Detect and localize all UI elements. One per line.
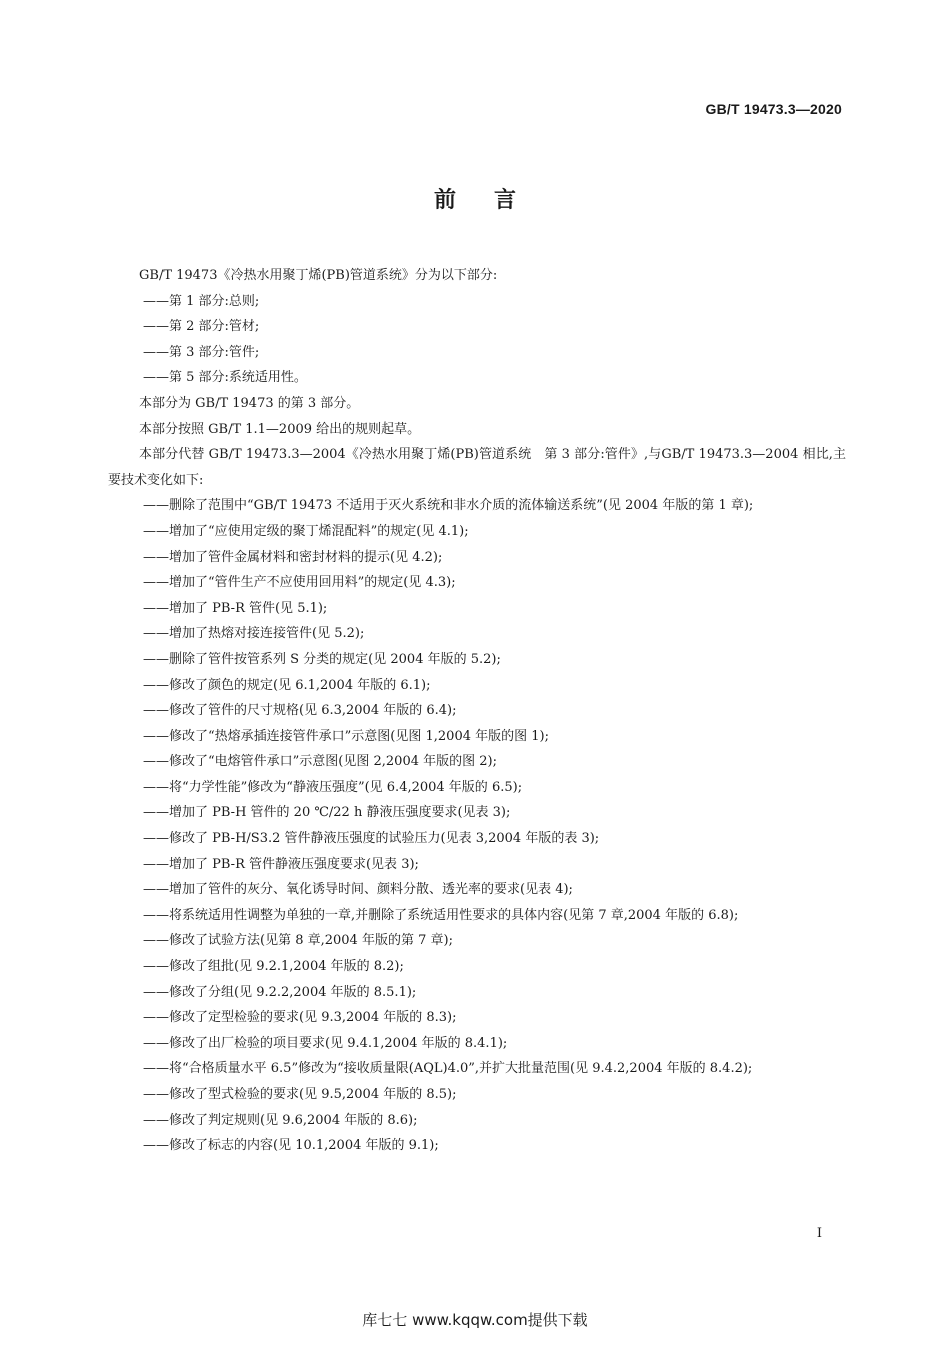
change-item: ——将“力学性能”修改为“静液压强度”(见 6.4,2004 年版的 6.5); [143,779,523,795]
change-item: ——将系统适用性调整为单独的一章,并删除了系统适用性要求的具体内容(见第 7 章,2004 年版的 6.8); [143,907,739,923]
change-item: ——增加了 PB-R 管件(见 5.1); [143,600,328,616]
list-item: ——第 2 部分:管材; [143,319,260,335]
list-item: ——第 3 部分:管件; [143,344,260,360]
list-item: ——第 5 部分:系统适用性。 [143,370,307,386]
change-item: ——增加了 PB-H 管件的 20 ℃/22 h 静液压强度要求(见表 3); [143,805,511,821]
change-item: ——修改了组批(见 9.2.1,2004 年版的 8.2); [143,959,404,975]
list-item: ——第 1 部分:总则; [143,293,260,309]
change-item: ——删除了范围中“GB/T 19473 不适用于灭火系统和非水介质的流体输送系统”(见 2004 年版的第 1 章); [143,498,754,514]
body-paragraph: 本部分为 GB/T 19473 的第 3 部分。 [139,395,360,411]
change-item: ——修改了定型检验的要求(见 9.3,2004 年版的 8.3); [143,1010,457,1026]
page-title: 前言 [433,188,554,213]
change-item: ——修改了颜色的规定(见 6.1,2004 年版的 6.1); [143,677,431,693]
change-item: ——增加了 PB-R 管件静液压强度要求(见表 3); [143,856,419,872]
standard-code: GB/T 19473.3—2020 [705,101,842,117]
change-item: ——修改了分组(见 9.2.2,2004 年版的 8.5.1); [143,984,417,1000]
change-item: ——增加了“应使用定级的聚丁烯混配料”的规定(见 4.1); [143,523,469,539]
change-item: ——修改了型式检验的要求(见 9.5,2004 年版的 8.5); [143,1087,457,1102]
change-item: ——增加了管件金属材料和密封材料的提示(见 4.2); [143,549,443,565]
download-footer: 库七七 www.kqqw.com提供下载 [362,1311,588,1329]
change-item: ——修改了判定规则(见 9.6,2004 年版的 8.6); [143,1112,418,1128]
change-item: ——删除了管件按管系列 S 分类的规定(见 2004 年版的 5.2); [143,651,501,667]
change-item: ——修改了 PB-H/S3.2 管件静液压强度的试验压力(见表 3,2004 年版的表 3); [143,831,600,847]
change-item: ——增加了热熔对接连接管件(见 5.2); [143,626,365,642]
body-paragraph: 本部分按照 GB/T 1.1—2009 给出的规则起草。 [139,421,421,437]
change-item: ——修改了试验方法(见第 8 章,2004 年版的第 7 章); [143,933,453,949]
document-body [108,263,846,1159]
change-item: ——修改了出厂检验的项目要求(见 9.4.1,2004 年版的 8.4.1); [143,1035,508,1051]
change-item: ——将“合格质量水平 6.5”修改为“接收质量限(AQL)4.0”,并扩大批量范围(见 9.4.2,2004 年版的 8.4.2); [143,1061,753,1077]
change-item: ——修改了管件的尺寸规格(见 6.3,2004 年版的 6.4); [143,703,457,719]
change-item: ——修改了标志的内容(见 10.1,2004 年版的 9.1); [143,1138,439,1154]
change-item: ——修改了“电熔管件承口”示意图(见图 2,2004 年版的图 2); [143,754,497,770]
change-item: ——增加了管件的灰分、氧化诱导时间、颜料分散、透光率的要求(见表 4); [143,882,573,898]
intro-paragraph: GB/T 19473《冷热水用聚丁烯(PB)管道系统》分为以下部分: [139,268,498,283]
body-paragraph: 本部分代替 GB/T 19473.3—2004《冷热水用聚丁烯(PB)管道系统 第 3 部分:管件》,与GB/T 19473.3—2004 相比,主要技术变化如下: [108,447,846,488]
change-item: ——修改了“热熔承插连接管件承口”示意图(见图 1,2004 年版的图 1); [143,728,549,744]
change-item: ——增加了“管件生产不应使用回用料”的规定(见 4.3); [143,575,456,591]
page-number: I [816,1226,822,1241]
